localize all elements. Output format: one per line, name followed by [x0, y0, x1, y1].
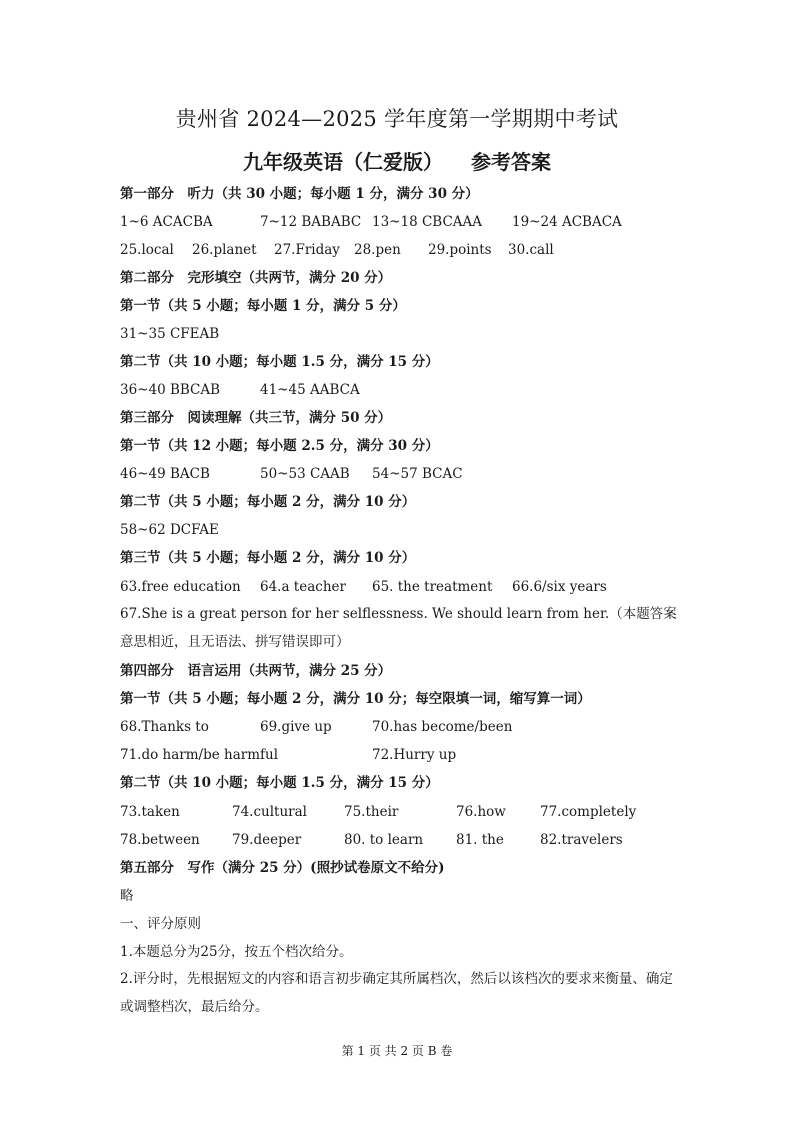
answer-item: 27.Friday: [274, 242, 340, 258]
subtitle-answers: 参考答案: [471, 150, 551, 174]
answer-item: 70.has become/been: [372, 719, 513, 735]
answer-group: 41~45 AABCA: [260, 382, 360, 398]
answer-item: 76.how: [456, 804, 506, 820]
answer-item: 69.give up: [260, 719, 332, 735]
answer-item: 79.deeper: [232, 832, 302, 848]
answer-item: 73.taken: [120, 804, 180, 820]
part3-sec3-heading: 第三节（共 5 小题；每小题 2 分，满分 10 分）: [120, 550, 416, 566]
question-67-answer: 67.She is a great person for her selflessness. We should learn from her.（本题答案意思相近，且无语法、拼写错误即可）: [120, 606, 677, 650]
part3-sec1-heading: 第一节（共 12 小题；每小题 2.5 分，满分 30 分）: [120, 438, 439, 454]
part3-sec2-answers: 58~62 DCFAE: [120, 522, 219, 538]
answer-item: 65. the treatment: [372, 579, 493, 595]
answer-group: 50~53 CAAB: [260, 466, 350, 482]
answer-item: 29.points: [428, 242, 492, 258]
part4-sec1-heading: 第一节（共 5 小题；每小题 2 分，满分 10 分；每空限填一词，缩写算一词）: [120, 691, 591, 707]
part2-heading: 第二部分 完形填空（共两节，满分 20 分）: [120, 270, 392, 286]
answer-group: 1~6 ACACBA: [120, 214, 213, 230]
answer-item: 68.Thanks to: [120, 719, 209, 735]
answer-item: 63.free education: [120, 579, 241, 595]
answer-item: 25.local: [120, 242, 174, 258]
part5-heading: 第五部分 写作（满分 25 分）(照抄试卷原文不给分): [120, 860, 445, 876]
part3-sec2-heading: 第二节（共 5 小题；每小题 2 分，满分 10 分）: [120, 494, 416, 510]
answer-group: 46~49 BACB: [120, 466, 210, 482]
part1-heading: 第一部分 听力（共 30 小题；每小题 1 分，满分 30 分）: [120, 186, 479, 202]
scoring-rule-2: 2.评分时，先根据短文的内容和语言初步确定其所属档次，然后以该档次的要求来衡量、确定或调整档次，最后给分。: [120, 971, 673, 1015]
part3-heading: 第三部分 阅读理解（共三节，满分 50 分）: [120, 410, 392, 426]
answer-item: 77.completely: [540, 804, 637, 820]
page-footer: 第 1 页 共 2 页 B 卷: [341, 1044, 453, 1058]
answer-group: 54~57 BCAC: [372, 466, 463, 482]
part2-sec1-heading: 第一节（共 5 小题；每小题 1 分，满分 5 分）: [120, 298, 406, 314]
part4-heading: 第四部分 语言运用（共两节，满分 25 分）: [120, 663, 392, 679]
part4-sec2-heading: 第二节（共 10 小题；每小题 1.5 分，满分 15 分）: [120, 775, 439, 791]
answer-item: 81. the: [456, 832, 504, 848]
answer-item: 72.Hurry up: [372, 747, 457, 763]
answer-group: 13~18 CBCAAA: [372, 214, 483, 230]
answer-group: 19~24 ACBACA: [512, 214, 622, 230]
answer-item: 71.do harm/be harmful: [120, 747, 279, 763]
answer-item: 82.travelers: [540, 832, 623, 848]
part2-sec2-heading: 第二节（共 10 小题；每小题 1.5 分，满分 15 分）: [120, 354, 439, 370]
part2-sec1-answers: 31~35 CFEAB: [120, 326, 220, 342]
subtitle-course: 九年级英语（仁爱版）: [243, 150, 443, 174]
answer-item: 28.pen: [354, 242, 401, 258]
answer-group: 36~40 BBCAB: [120, 382, 221, 398]
exam-title: 贵州省 2024—2025 学年度第一学期期中考试: [175, 107, 619, 131]
answer-group: 7~12 BABABC: [260, 214, 362, 230]
scoring-principles-heading: 一、评分原则: [120, 916, 201, 932]
answer-item: 66.6/six years: [512, 579, 607, 595]
answer-key-title: [0, 146, 794, 175]
answer-item: 80. to learn: [344, 832, 424, 848]
answer-item: 30.call: [508, 242, 554, 258]
answer-item: 64.a teacher: [260, 579, 346, 595]
answer-item: 74.cultural: [232, 804, 307, 820]
part5-omitted: 略: [120, 888, 134, 904]
answer-item: 78.between: [120, 832, 200, 848]
answer-item: 75.their: [344, 804, 399, 820]
answer-item: 26.planet: [192, 242, 257, 258]
scoring-rule-1: 1.本题总分为25分，按五个档次给分。: [120, 944, 353, 960]
